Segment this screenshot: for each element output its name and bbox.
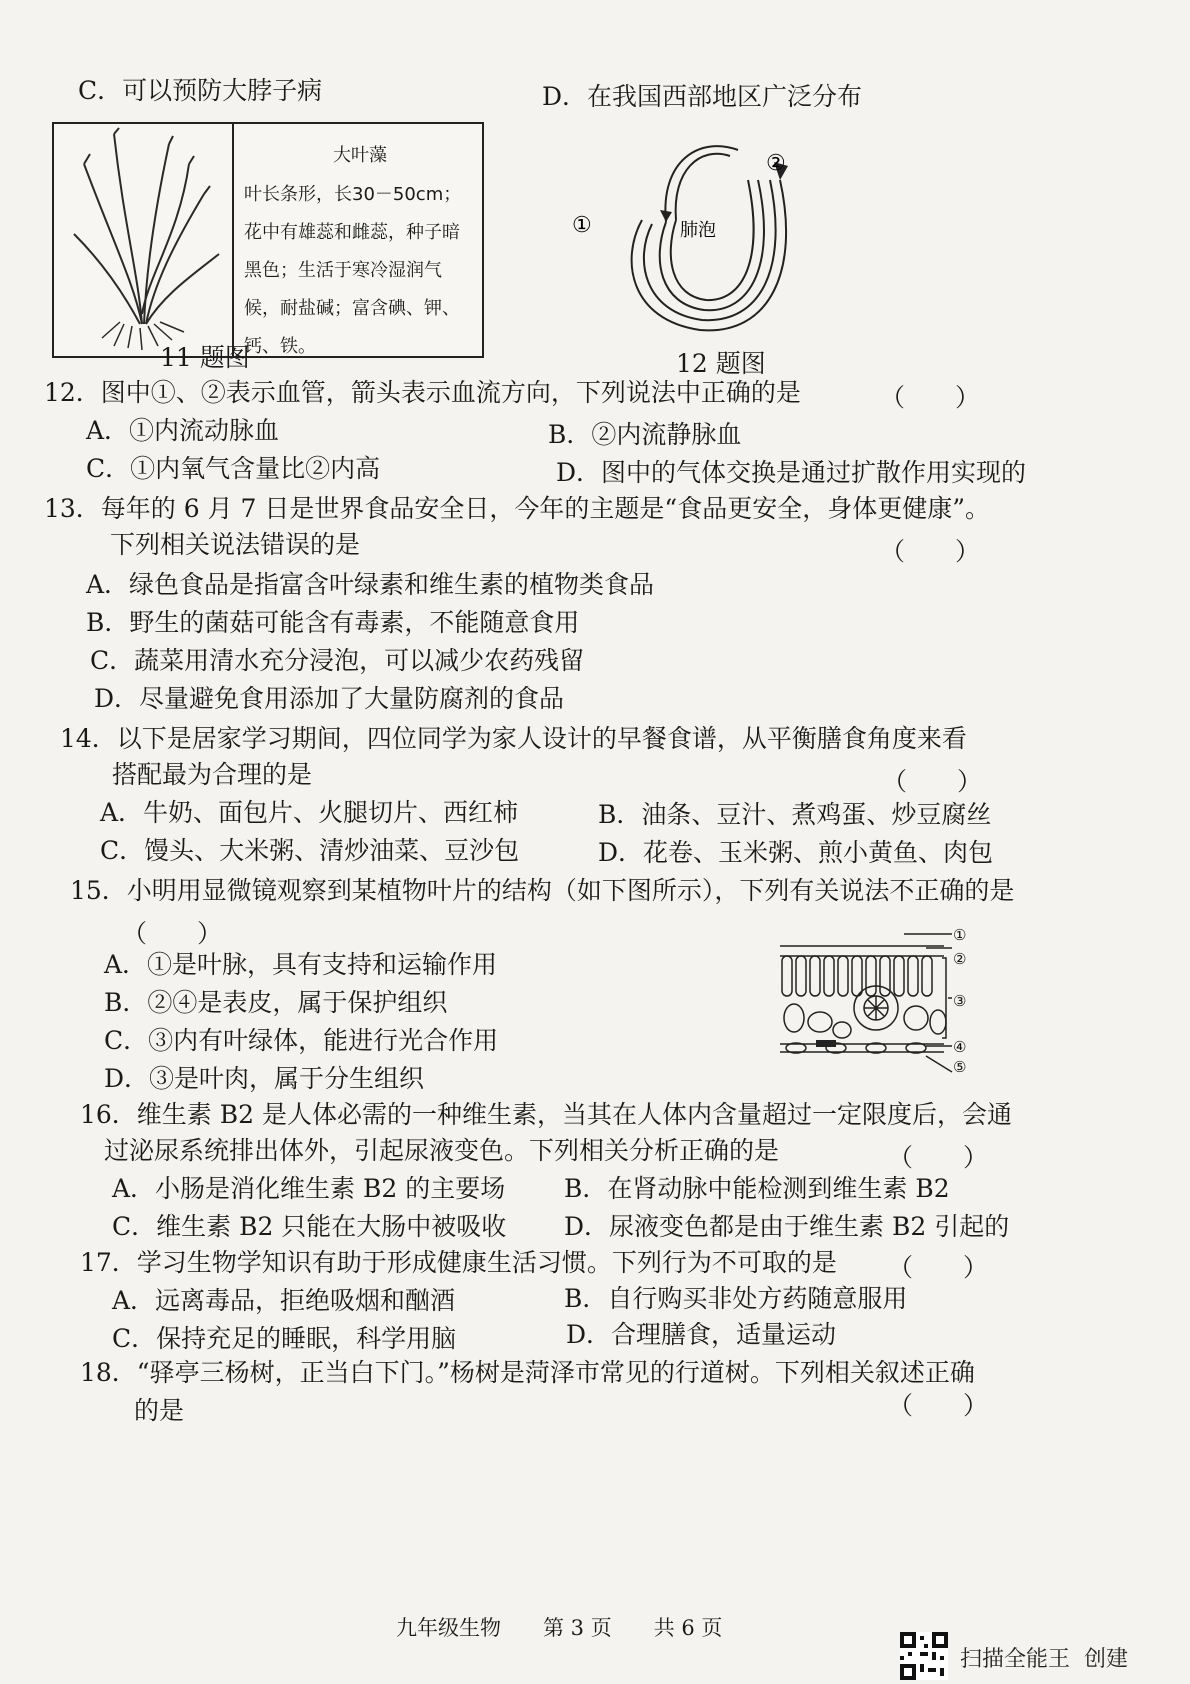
q18-stem-line1: 18．“驿亭三杨树，正当白下门。”杨树是菏泽市常见的行道树。下列相关叙述正确 [80, 1358, 975, 1387]
q15-answer-paren: （ ） [122, 919, 223, 948]
q13-stem-line1: 13．每年的 6 月 7 日是世界食品安全日，今年的主题是“食品更安全，身体更健康”。 [44, 494, 990, 523]
figure-11-title: 大叶藻 [333, 145, 387, 166]
q16-option-d: D．尿液变色都是由于维生素 B2 引起的 [564, 1212, 1010, 1241]
figure-12-caption: 12 题图 [676, 349, 766, 378]
q18-answer-paren: （ ） [888, 1391, 989, 1420]
figure-15-label-1: ① [953, 926, 967, 944]
q17-option-d: D．合理膳食，适量运动 [566, 1320, 837, 1349]
q13-stem-line2: 下列相关说法错误的是 [110, 530, 361, 559]
q15-option-a: A．①是叶脉，具有支持和运输作用 [104, 950, 498, 979]
figure-12-center-label: 肺泡 [680, 220, 716, 241]
figure-11-description: 叶长条形，长30－50cm；花中有雄蕊和雌蕊，种子暗黑色；生活于寒冷湿润气候，耐盐碱；富含碘、钾、钙、铁。 [244, 184, 462, 357]
figure-15-label-3: ③ [953, 992, 967, 1010]
q17-option-c: C．保持充足的睡眠，科学用脑 [112, 1324, 457, 1353]
q18-stem-line2: 的是 [134, 1396, 185, 1425]
q17-option-b: B．自行购买非处方药随意服用 [564, 1284, 908, 1313]
q13-answer-paren: （ ） [880, 537, 981, 566]
q16-answer-paren: （ ） [888, 1143, 989, 1172]
q17-option-a: A．远离毒品，拒绝吸烟和酗酒 [112, 1286, 456, 1315]
q16-stem-line1: 16．维生素 B2 是人体必需的一种维生素，当其在人体内含量超过一定限度后，会通 [80, 1100, 1012, 1129]
q17-stem: 17．学习生物学知识有助于形成健康生活习惯。下列行为不可取的是 [80, 1248, 837, 1277]
q16-stem-line2: 过泌尿系统排出体外，引起尿液变色。下列相关分析正确的是 [104, 1136, 780, 1165]
figure-15-leaf-section [776, 926, 976, 1076]
figure-12-label-1: ① [572, 213, 592, 238]
figure-15-label-2: ② [953, 950, 967, 968]
q13-option-b: B．野生的菌菇可能含有毒素，不能随意食用 [86, 608, 580, 637]
q13-option-c: C．蔬菜用清水充分浸泡，可以减少农药残留 [90, 646, 585, 675]
q14-option-d: D．花卷、玉米粥、煎小黄鱼、肉包 [598, 838, 994, 867]
q17-answer-paren: （ ） [888, 1253, 989, 1282]
q12-option-a: A．①内流动脉血 [86, 416, 280, 445]
figure-15-label-4: ④ [953, 1038, 967, 1056]
q12-stem: 12．图中①、②表示血管，箭头表示血流方向，下列说法中正确的是 [44, 378, 801, 407]
q14-stem-line1: 14．以下是居家学习期间，四位同学为家人设计的早餐食谱，从平衡膳食角度来看 [60, 724, 967, 753]
figure-11-divider [232, 124, 234, 356]
q15-option-d: D．③是叶肉，属于分生组织 [104, 1064, 425, 1093]
q16-option-a: A．小肠是消化维生素 B2 的主要场 [112, 1174, 506, 1203]
scanner-watermark: 扫描全能王 创建 [960, 1647, 1128, 1672]
q11-option-c: C．可以预防大脖子病 [78, 76, 323, 105]
q14-option-c: C．馒头、大米粥、清炒油菜、豆沙包 [100, 836, 520, 865]
q15-option-b: B．②④是表皮，属于保护组织 [104, 988, 448, 1017]
seaweed-illustration [54, 124, 230, 354]
q12-answer-paren: （ ） [880, 383, 981, 412]
q14-option-b: B．油条、豆汁、煮鸡蛋、炒豆腐丝 [598, 800, 992, 829]
page-footer: 九年级生物 第 3 页 共 6 页 [396, 1616, 723, 1640]
figure-12-alveolus [572, 140, 830, 350]
figure-11-caption: 11 题图 [160, 343, 250, 372]
q13-option-d: D．尽量避免食用添加了大量防腐剂的食品 [94, 684, 565, 713]
figure-15-label-5: ⑤ [953, 1058, 967, 1076]
figure-11 [52, 122, 484, 358]
q14-option-a: A．牛奶、面包片、火腿切片、西红柿 [100, 798, 519, 827]
q12-option-c: C．①内氧气含量比②内高 [86, 454, 381, 483]
q12-option-d: D．图中的气体交换是通过扩散作用实现的 [556, 458, 1027, 487]
figure-12-label-2: ② [766, 151, 786, 176]
q14-stem-line2: 搭配最为合理的是 [112, 760, 313, 789]
q15-option-c: C．③内有叶绿体，能进行光合作用 [104, 1026, 499, 1055]
q16-option-b: B．在肾动脉中能检测到维生素 B2 [564, 1174, 950, 1203]
q14-answer-paren: （ ） [882, 767, 983, 796]
q16-option-c: C．维生素 B2 只能在大肠中被吸收 [112, 1212, 507, 1241]
qr-code-icon [900, 1632, 948, 1680]
q15-stem: 15．小明用显微镜观察到某植物叶片的结构（如下图所示），下列有关说法不正确的是 [70, 876, 1015, 905]
q11-option-d: D．在我国西部地区广泛分布 [542, 82, 863, 111]
q12-option-b: B．②内流静脉血 [548, 420, 742, 449]
q13-option-a: A．绿色食品是指富含叶绿素和维生素的植物类食品 [86, 570, 655, 599]
